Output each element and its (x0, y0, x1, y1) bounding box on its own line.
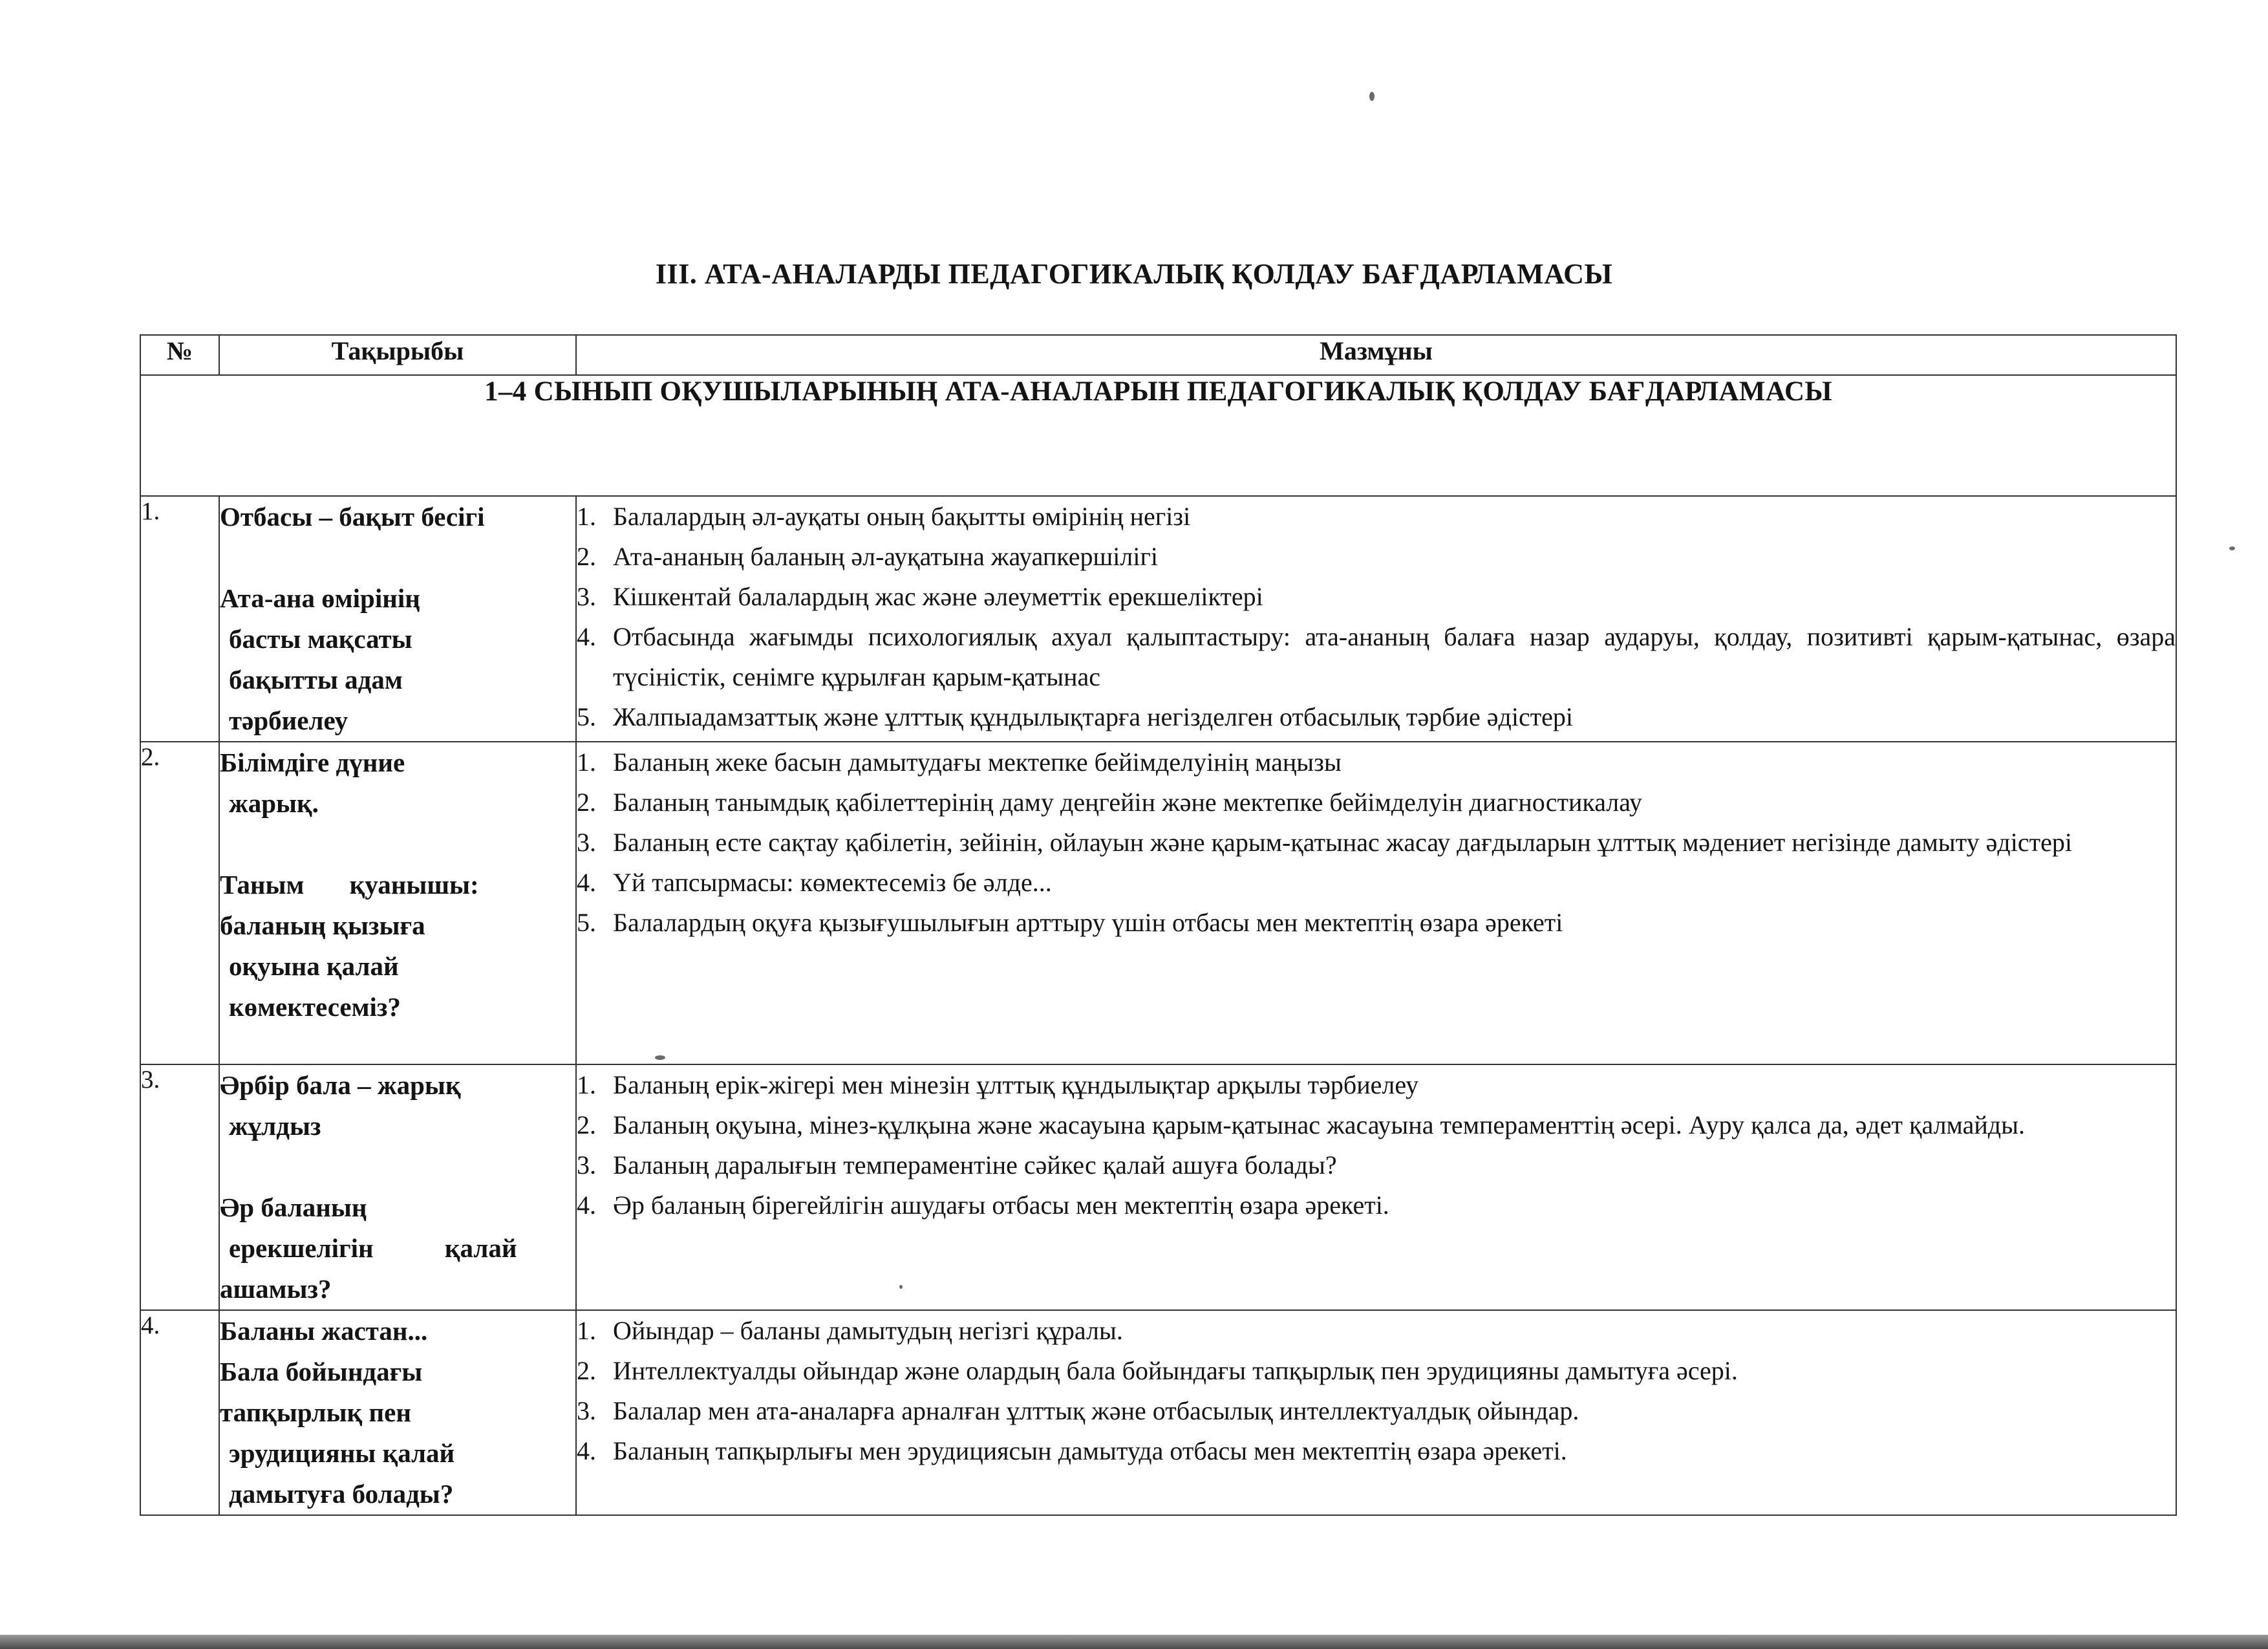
topic-line: оқуына қалай (229, 951, 399, 981)
topic-line: көмектесеміз? (229, 992, 401, 1022)
topic-line: Отбасы – бақыт бесігі (220, 502, 485, 532)
topic-line: басты мақсаты (229, 624, 412, 654)
list-item: 3. Баланың даралығын темпераментіне сәйкес қалай ашуға болады? (577, 1150, 1337, 1180)
list-item: 3. Баланың есте сақтау қабілетін, зейінін, ойлауын және қарым-қатынас жасау дағдыларын ұлттық мәдениет негізінде дамыту әдістері (577, 828, 2072, 857)
topic-line: Ата-ана өмірінің (220, 583, 420, 613)
scan-speck (1369, 92, 1375, 101)
row-topic (219, 1310, 576, 1515)
list-item: 2. Баланың оқуына, мінез-құлқына және жасауына қарым-қатынас жасауына темпераменттің әсері. Ауру қалса да, әдет қалмайды. (577, 1110, 2025, 1139)
list-item: 3. Балалар мен ата-аналарға арналған ұлттық және отбасылық интеллектуалдық ойындар. (577, 1396, 1579, 1425)
topic-line: эрудицияны қалай (229, 1438, 455, 1468)
topic-line: дамытуға болады? (229, 1479, 454, 1509)
list-item: 1. Баланың жеке басын дамытудағы мектепке бейімделуінің маңызы (577, 748, 1342, 777)
list-item: 2. Интеллектуалды ойындар және олардың бала бойындағы тапқырлық пен эрудицияны дамытуға әсері. (577, 1356, 1738, 1385)
row-content (576, 1310, 2176, 1515)
list-item: 1. Балалардың әл-ауқаты оның бақытты өмірінің негізі (577, 502, 1191, 531)
list-item: 1. Баланың ерік-жігері мен мінезін ұлттық құндылықтар арқылы тәрбиелеу (577, 1070, 1419, 1099)
row-content (576, 742, 2176, 1064)
header-number: № (140, 335, 219, 375)
topic-line: ашамыз? (220, 1274, 332, 1304)
page-title: III. АТА-АНАЛАРДЫ ПЕДАГОГИКАЛЫҚ ҚОЛДАУ БАҒДАРЛАМАСЫ (655, 258, 1613, 290)
header-topic: Тақырыбы (219, 335, 576, 375)
list-item: 4. Әр баланың бірегейлігін ашудағы отбасы мен мектептің өзара әрекеті. (577, 1191, 1389, 1220)
list-item: 4. Үй тапсырмасы: көмектесеміз бе әлде... (577, 868, 1052, 897)
list-item: 2. Баланың танымдық қабілеттерінің даму деңгейін және мектепке бейімделуін диагностикалау (577, 788, 1642, 817)
row-number: 2. (140, 742, 219, 1064)
topic-line: ерекшелігін қалай (229, 1233, 517, 1263)
topic-line: тапқырлық пен (220, 1397, 411, 1427)
table-header-row (140, 335, 2176, 375)
list-item: 1. Ойындар – баланы дамытудың негізгі құралы. (577, 1316, 1123, 1345)
topic-line: Таным қуанышы: (220, 870, 479, 900)
scan-speck (899, 1285, 903, 1289)
section-row (140, 375, 2176, 496)
row-content (576, 1064, 2176, 1310)
topic-line: Білімдіге дүние (220, 748, 405, 777)
header-content: Мазмұны (576, 335, 2176, 375)
list-item: 3. Кішкентай балалардың жас және әлеуметтік ерекшеліктері (577, 582, 1263, 611)
row-number: 3. (140, 1064, 219, 1310)
row-number: 4. (140, 1310, 219, 1515)
topic-line: тәрбиелеу (229, 706, 348, 735)
topic-line: жұлдыз (229, 1111, 321, 1141)
topic-line: Әр баланың (220, 1192, 367, 1222)
table-row (140, 1310, 2176, 1515)
list-item: 5. Жалпыадамзаттық және ұлттық құндылықтарға негізделген отбасылық тәрбие әдістері (577, 702, 1574, 731)
row-number: 1. (140, 496, 219, 742)
scan-edge (0, 1635, 2268, 1649)
topic-line: Әрбір бала – жарық (220, 1070, 461, 1100)
topic-line: бақытты адам (229, 665, 403, 695)
section-title: 1–4 СЫНЫП ОҚУШЫЛАРЫНЫҢ АТА-АНАЛАРЫН ПЕДАГОГИКАЛЫҚ ҚОЛДАУ БАҒДАРЛАМАСЫ (140, 375, 2176, 496)
row-topic (219, 496, 576, 742)
table-row (140, 496, 2176, 742)
table-row (140, 1064, 2176, 1310)
row-content (576, 496, 2176, 742)
topic-line: баланың қызыға (220, 911, 425, 940)
list-item: 4. Баланың тапқырлығы мен эрудициясын дамытуда отбасы мен мектептің өзара әрекеті. (577, 1436, 1567, 1465)
list-item: 5. Балалардың оқуға қызығушылығын арттыру үшін отбасы мен мектептің өзара әрекеті (577, 908, 1563, 937)
table-row (140, 742, 2176, 1064)
row-topic (219, 742, 576, 1064)
scan-speck (2229, 546, 2235, 550)
topic-line: жарық. (229, 788, 319, 818)
row-topic (219, 1064, 576, 1310)
list-item: 2. Ата-ананың баланың әл-ауқатына жауапкершілігі (577, 542, 1158, 571)
topic-line: Баланы жастан... (220, 1316, 428, 1346)
program-table (140, 334, 2177, 1516)
list-item: 4. Отбасында жағымды психологиялық ахуал қалыптастыру: ата-ананың балаға назар аударуы, қолдау, позитивті қарым-қатынас, өзара түсіністік, сенімге құрылған қарым-қатынас (577, 622, 2176, 691)
topic-line: Бала бойындағы (220, 1357, 423, 1386)
scan-speck (655, 1055, 665, 1060)
